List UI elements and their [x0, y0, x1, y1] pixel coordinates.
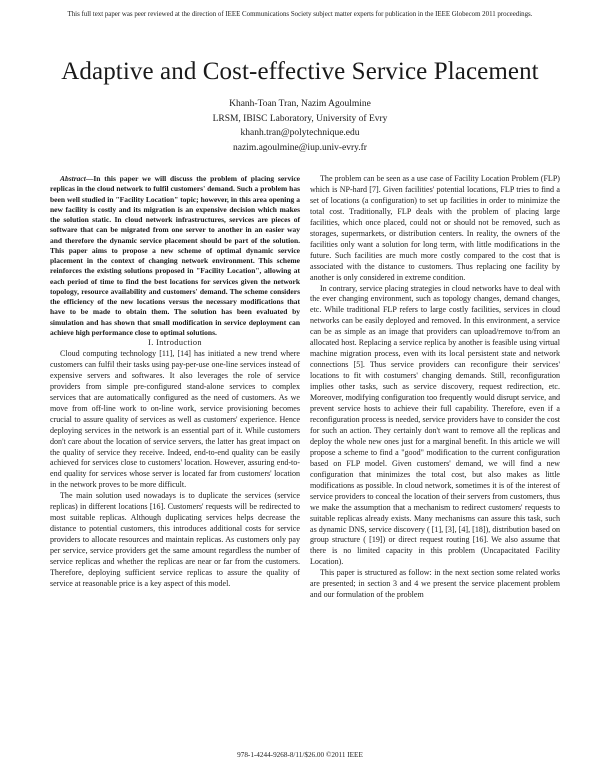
author-email-2: nazim.agoulmine@iup.univ-evry.fr: [233, 142, 367, 153]
peer-review-note: This full text paper was peer reviewed at the direction of IEEE Communications Society subject matter experts for publication in the IEEE Globecom 2011 proceedings.: [67, 11, 533, 18]
author-email-1: khanh.tran@polytechnique.edu: [240, 128, 360, 138]
author-names: Khanh-Toan Tran, Nazim Agoulmine: [229, 99, 371, 109]
section-heading-introduction: I. Introduction: [148, 338, 202, 347]
right-column: [310, 174, 560, 601]
abstract-lead: Abstract: [60, 174, 86, 183]
intro-paragraph: Cloud computing technology [11], [14] has initiated a new trend where customers can fulfil their tasks using pay-per-use one-line services instead of expensive servers and softwares. It also leverages the role of service providers from simple pre-configured stand-alone services to complex services that are automatically configured as the need of customers. As we move from off-line work to on-line work, service provisioning becomes crucial to assure quality of services as well as customers' experience. Hence deploying services in the network is an essential part of it. While customers don't care about the location of service servers, the latter has great impact on the quality of service they receive. Indeed, end-to-end quality can be easily achieved for services close to customers' location. However, assuring end-to-end quality for services whose server is located far from customers' location in the network proves to be more difficult.: [50, 348, 300, 490]
left-column: [50, 174, 300, 590]
body-paragraph: The problem can be seen as a use case of Facility Location Problem (FLP) which is NP-hard [7]. Given facilities' potential locations, FLP tries to find a set of locations (a configuration) to set up facilities in order to minimize the total cost. Traditionally, FLP deals with the problem of placing large facilities, which once placed, could not or should not be removed, such as storages, supermarkets, or distribution centers. In reality, the owners of the facilities only want a solution for long term, with little modifications in the future. Such facilities are much more costly compared to the cost that is associated with the distance to customers. Thus replacing one facility by another is only considered in extreme condition.: [310, 174, 560, 282]
body-paragraph: This paper is structured as follow: in the next section some related works are presented; in section 3 and 4 we present the service placement problem and our formulation of the problem: [310, 568, 560, 600]
author-block: [0, 97, 600, 155]
abstract-text: —In this paper we will discuss the problem of placing service replicas in the cloud network to fulfil customers' demand. Such a problem has been well studied in "Facility Location" topic; however, in this area opening a new facility is costly and its migration is an expensive decision which makes the solution static. In cloud network infrastructures, services are pieces of software that can be migrated from one server to another in an easier way and therefore the dynamic service placement should be part of the solution. This paper aims to propose a new scheme of optimal dynamic service placement in the context of changing network environment. This scheme reinforces the existing solutions proposed in "Facility Location", allowing at each period of time to find the best locations for services given the network topology, resource availability and customers' demand. The scheme considers the efficiency of the new locations versus the necessary modifications that have to be made to obtain them. The solution has been evaluated by simulation and has shown that small modification in service deployment can achieve high performance close to optimal solutions.: [50, 174, 300, 337]
abstract: [50, 174, 300, 338]
body-paragraph: In contrary, service placing strategies in cloud networks have to deal with the ever changing environment, such as topology changes, demand changes, etc. While traditional FLP refers to large costly facilities, services in cloud networks can be easily deployed and removed. In this environment, a service can be as simple as an image that providers can upload/remove to/from an allocated host. Replacing a service replica by another is feasible using virtual machine migration process, even with its local persistent state and network connections [5]. Thus service providers can reconfigure their services' locations to fit with costumers' changing demands. Still, reconfiguration implies other tasks, such as service discovery, request redirection, etc. Moreover, modifying configuration too frequently would disrupt service, and prevent service hosts to achieve their full capability. Therefore, even if a reconfiguration process is needed, service providers have to consider the cost for such an action. They certainly don't want to remove all the replicas and deploy the whole new ones just for a marginal benefit. In this article we will propose a scheme to find a "good" modification to the current configuration based on FLP model. Given customers' demand, we will find a new configuration that minimizes the total cost, but also makes as little modifications as possible. In cloud network, sometimes it is of the interest of service providers to conceal the location of their servers from customers, thus we make the assumption that a mechanism to redirect customers' requests to suitable replicas already exists. Many mechanisms can assure this task, such as dynamic DNS, service discovery ( [1], [3], [4], [18]), distribution based on group structure ( [19]) or direct request routing [16]. We also assume that there is no limited capacity in this problem (Uncapacitated Facility Location).: [310, 283, 560, 567]
intro-paragraph: The main solution used nowadays is to duplicate the services (service replicas) in different locations [16]. Customers' requests will be redirected to most suitable replicas. Although duplicating services helps decrease the distance to potential customers, this introduces additional costs for service providers to allocate resources and maintain replicas. As customers only pay per service, service providers get the same amount regardless the number of service replicas and whether the replicas are near or far from the customers. Therefore, deploying sufficient service replicas to assure the quality of service at reasonable price is a key aspect of this model.: [50, 491, 300, 588]
paper-title: Adaptive and Cost-effective Service Placement: [61, 58, 539, 85]
copyright-footer: 978-1-4244-9268-8/11/$26.00 ©2011 IEEE: [237, 751, 363, 759]
author-affiliation: LRSM, IBISC Laboratory, University of Evry: [212, 113, 388, 124]
